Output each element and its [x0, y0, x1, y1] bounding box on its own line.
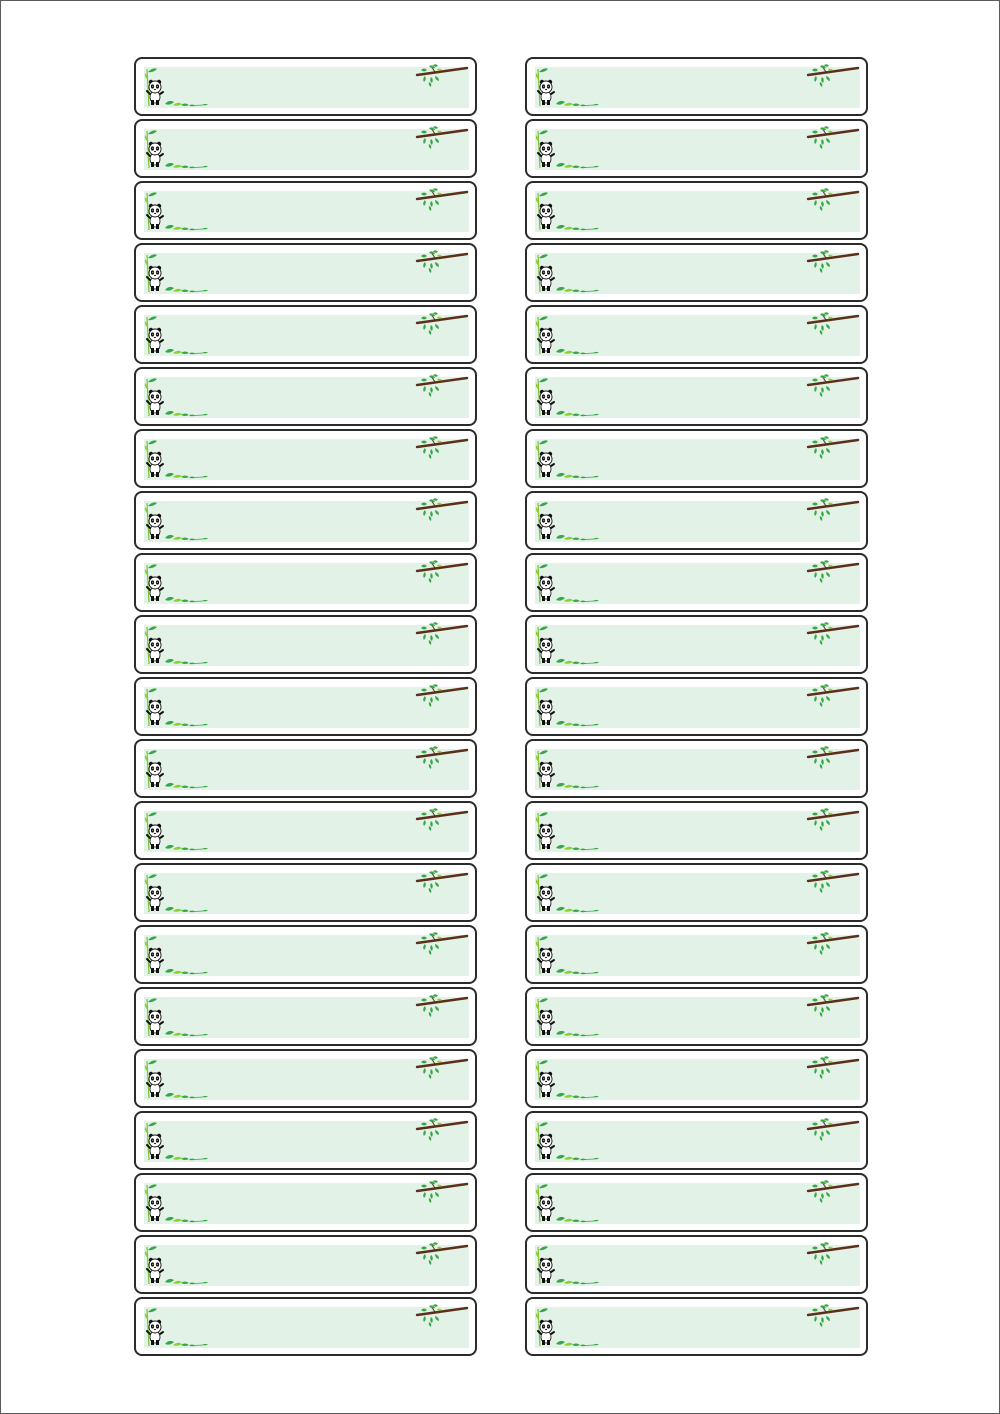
name-label — [134, 429, 477, 488]
label-column-left — [134, 57, 477, 1359]
name-label — [134, 677, 477, 736]
panda-with-bamboo-icon — [143, 996, 213, 1042]
name-label — [525, 1111, 868, 1170]
tree-branch-icon — [806, 1180, 860, 1206]
panda-with-bamboo-icon — [143, 1182, 213, 1228]
name-label — [525, 367, 868, 426]
panda-with-bamboo-icon — [143, 1306, 213, 1352]
panda-with-bamboo-icon — [534, 500, 604, 546]
tree-branch-icon — [415, 932, 469, 958]
panda-with-bamboo-icon — [534, 996, 604, 1042]
tree-branch-icon — [806, 870, 860, 896]
name-label — [134, 57, 477, 116]
panda-with-bamboo-icon — [143, 252, 213, 298]
name-label — [134, 243, 477, 302]
tree-branch-icon — [806, 436, 860, 462]
tree-branch-icon — [806, 312, 860, 338]
name-label — [134, 305, 477, 364]
panda-with-bamboo-icon — [143, 314, 213, 360]
panda-with-bamboo-icon — [143, 128, 213, 174]
tree-branch-icon — [415, 250, 469, 276]
name-label — [134, 925, 477, 984]
name-label — [134, 1173, 477, 1232]
panda-with-bamboo-icon — [534, 128, 604, 174]
name-label — [134, 119, 477, 178]
tree-branch-icon — [806, 622, 860, 648]
tree-branch-icon — [415, 622, 469, 648]
name-label — [525, 615, 868, 674]
name-label — [134, 553, 477, 612]
label-column-right — [525, 57, 868, 1359]
panda-with-bamboo-icon — [534, 872, 604, 918]
panda-with-bamboo-icon — [534, 1182, 604, 1228]
tree-branch-icon — [806, 1118, 860, 1144]
panda-with-bamboo-icon — [534, 624, 604, 670]
panda-with-bamboo-icon — [143, 1244, 213, 1290]
panda-with-bamboo-icon — [143, 190, 213, 236]
tree-branch-icon — [806, 1304, 860, 1330]
tree-branch-icon — [806, 560, 860, 586]
panda-with-bamboo-icon — [534, 562, 604, 608]
tree-branch-icon — [415, 1304, 469, 1330]
name-label — [525, 305, 868, 364]
panda-with-bamboo-icon — [534, 376, 604, 422]
name-label — [134, 1111, 477, 1170]
tree-branch-icon — [415, 1180, 469, 1206]
tree-branch-icon — [806, 994, 860, 1020]
panda-with-bamboo-icon — [534, 810, 604, 856]
tree-branch-icon — [806, 684, 860, 710]
tree-branch-icon — [806, 1242, 860, 1268]
name-label — [525, 57, 868, 116]
panda-with-bamboo-icon — [143, 748, 213, 794]
panda-with-bamboo-icon — [143, 66, 213, 112]
panda-with-bamboo-icon — [143, 872, 213, 918]
name-label — [525, 863, 868, 922]
tree-branch-icon — [415, 1242, 469, 1268]
tree-branch-icon — [415, 1056, 469, 1082]
name-label — [525, 925, 868, 984]
tree-branch-icon — [415, 746, 469, 772]
panda-with-bamboo-icon — [534, 438, 604, 484]
name-label — [525, 181, 868, 240]
tree-branch-icon — [415, 312, 469, 338]
tree-branch-icon — [415, 994, 469, 1020]
tree-branch-icon — [415, 436, 469, 462]
panda-with-bamboo-icon — [534, 314, 604, 360]
tree-branch-icon — [415, 560, 469, 586]
name-label — [134, 1297, 477, 1356]
tree-branch-icon — [415, 870, 469, 896]
panda-with-bamboo-icon — [534, 66, 604, 112]
panda-with-bamboo-icon — [143, 686, 213, 732]
name-label — [525, 801, 868, 860]
name-label — [134, 739, 477, 798]
tree-branch-icon — [415, 188, 469, 214]
tree-branch-icon — [415, 498, 469, 524]
name-label — [134, 615, 477, 674]
name-label — [134, 863, 477, 922]
panda-with-bamboo-icon — [534, 1244, 604, 1290]
tree-branch-icon — [415, 808, 469, 834]
panda-with-bamboo-icon — [534, 1306, 604, 1352]
name-label — [525, 1297, 868, 1356]
panda-with-bamboo-icon — [534, 252, 604, 298]
name-label — [134, 367, 477, 426]
panda-with-bamboo-icon — [534, 1058, 604, 1104]
name-label — [134, 801, 477, 860]
name-label — [525, 1173, 868, 1232]
name-label — [525, 553, 868, 612]
tree-branch-icon — [806, 498, 860, 524]
panda-with-bamboo-icon — [143, 376, 213, 422]
tree-branch-icon — [806, 64, 860, 90]
name-label — [134, 987, 477, 1046]
name-label — [134, 1235, 477, 1294]
tree-branch-icon — [806, 808, 860, 834]
tree-branch-icon — [415, 1118, 469, 1144]
panda-with-bamboo-icon — [534, 1120, 604, 1166]
tree-branch-icon — [415, 684, 469, 710]
panda-with-bamboo-icon — [143, 1120, 213, 1166]
panda-with-bamboo-icon — [534, 190, 604, 236]
name-label — [134, 181, 477, 240]
panda-with-bamboo-icon — [143, 934, 213, 980]
tree-branch-icon — [806, 250, 860, 276]
tree-branch-icon — [806, 126, 860, 152]
name-label — [525, 119, 868, 178]
name-label — [525, 491, 868, 550]
panda-with-bamboo-icon — [143, 1058, 213, 1104]
tree-branch-icon — [806, 746, 860, 772]
panda-with-bamboo-icon — [143, 500, 213, 546]
panda-with-bamboo-icon — [534, 686, 604, 732]
name-label — [525, 987, 868, 1046]
panda-with-bamboo-icon — [534, 934, 604, 980]
name-label — [525, 1049, 868, 1108]
name-label — [134, 491, 477, 550]
panda-with-bamboo-icon — [143, 562, 213, 608]
panda-with-bamboo-icon — [143, 438, 213, 484]
tree-branch-icon — [415, 64, 469, 90]
name-label — [525, 677, 868, 736]
panda-with-bamboo-icon — [143, 810, 213, 856]
tree-branch-icon — [806, 374, 860, 400]
panda-with-bamboo-icon — [143, 624, 213, 670]
tree-branch-icon — [806, 1056, 860, 1082]
name-label — [525, 1235, 868, 1294]
name-label — [525, 429, 868, 488]
tree-branch-icon — [806, 932, 860, 958]
name-label — [134, 1049, 477, 1108]
panda-with-bamboo-icon — [534, 748, 604, 794]
tree-branch-icon — [806, 188, 860, 214]
tree-branch-icon — [415, 126, 469, 152]
name-label — [525, 243, 868, 302]
name-label — [525, 739, 868, 798]
tree-branch-icon — [415, 374, 469, 400]
